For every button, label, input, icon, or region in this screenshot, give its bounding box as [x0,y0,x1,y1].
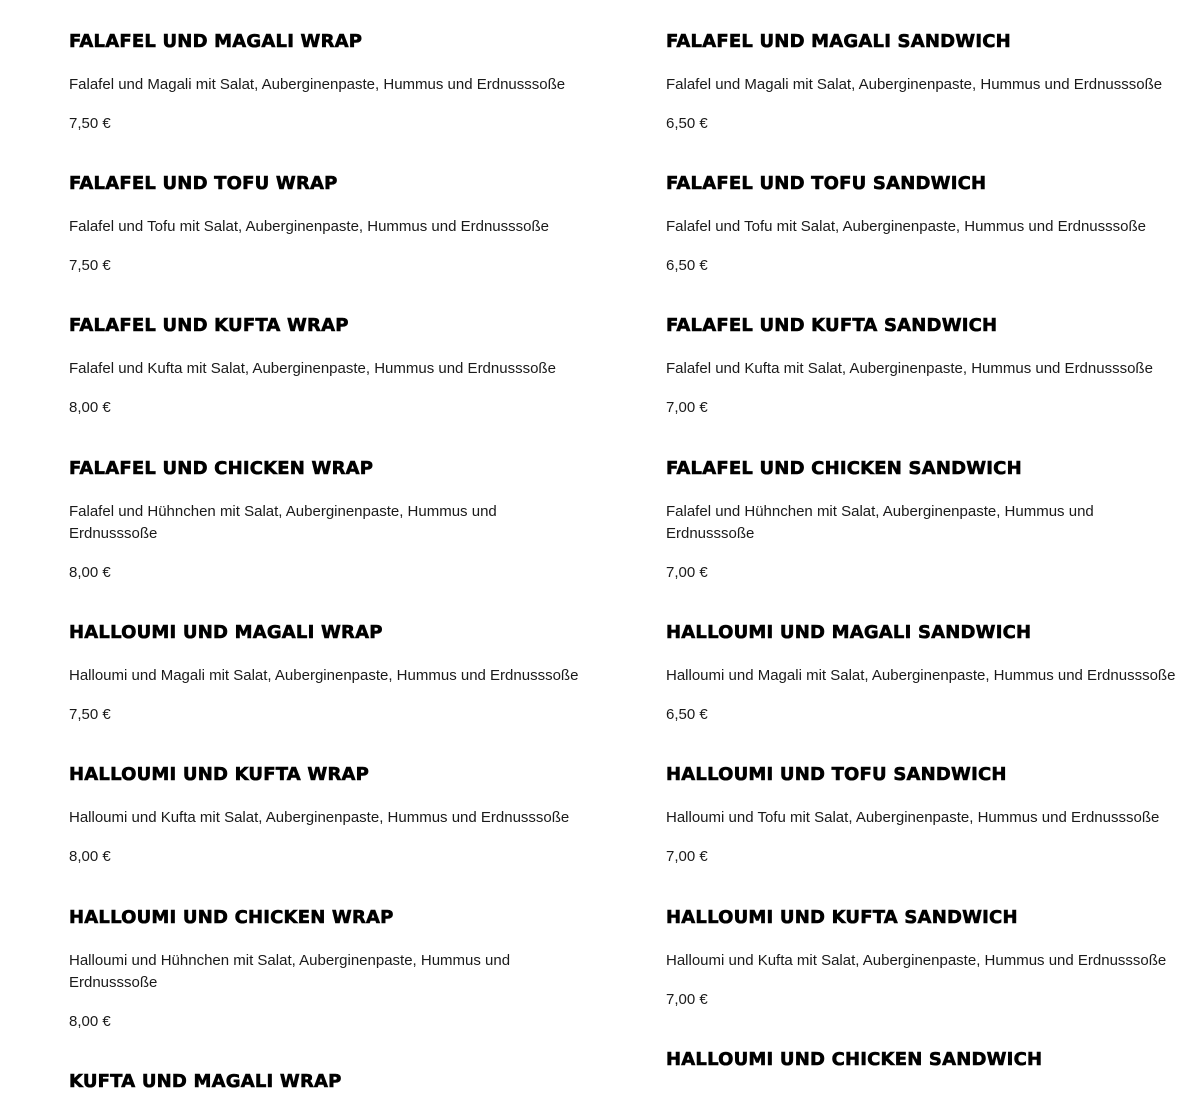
item-price: 6,50 € [666,257,708,274]
item-name: HALLOUMI UND MAGALI SANDWICH [666,622,1032,643]
item-name: FALAFEL UND KUFTA WRAP [69,315,349,336]
item-name: FALAFEL UND CHICKEN SANDWICH [666,458,1022,479]
item-price: 8,00 € [69,848,111,865]
item-name: HALLOUMI UND CHICKEN SANDWICH [666,1049,1043,1070]
menu-item[interactable] [666,174,1146,276]
menu-item[interactable] [69,174,549,276]
menu-item[interactable] [69,908,529,1032]
item-price: 6,50 € [666,115,708,132]
menu-item[interactable] [69,316,556,418]
item-price: 7,00 € [666,564,708,581]
menu-item[interactable] [69,459,519,583]
item-description: Falafel und Magali mit Salat, Auberginenpaste, Hummus und Erdnusssoße [69,76,566,93]
item-description: Halloumi und Tofu mit Salat, Auberginenpaste, Hummus und Erdnusssoße [666,809,1160,826]
item-description: Halloumi und Kufta mit Salat, Auberginenpaste, Hummus und Erdnusssoße [666,952,1167,969]
item-name: FALAFEL UND TOFU SANDWICH [666,173,987,194]
item-name: HALLOUMI UND TOFU SANDWICH [666,764,1007,785]
item-name: FALAFEL UND KUFTA SANDWICH [666,315,998,336]
item-name: FALAFEL UND MAGALI WRAP [69,31,363,52]
item-description: Falafel und Magali mit Salat, Auberginenpaste, Hummus und Erdnusssoße [666,76,1163,93]
menu-item[interactable] [666,32,1162,134]
item-price: 8,00 € [69,564,111,581]
item-description: Falafel und Tofu mit Salat, Auberginenpaste, Hummus und Erdnusssoße [69,218,549,235]
item-price: 7,50 € [69,115,111,132]
menu-item[interactable] [666,908,1166,1010]
item-name: FALAFEL UND MAGALI SANDWICH [666,31,1011,52]
item-name: FALAFEL UND TOFU WRAP [69,173,338,194]
menu-item[interactable] [69,1072,342,1092]
item-name: HALLOUMI UND KUFTA WRAP [69,764,370,785]
menu-item[interactable] [666,765,1159,867]
item-price: 7,50 € [69,706,111,723]
menu-item[interactable] [69,623,578,725]
item-price: 8,00 € [69,399,111,416]
menu-item[interactable] [69,32,565,134]
item-price: 7,00 € [666,848,708,865]
item-description: Halloumi und Hühnchen mit Salat, Auberginenpaste, Hummus und Erdnusssoße [69,952,511,991]
item-name: HALLOUMI UND KUFTA SANDWICH [666,907,1018,928]
menu-item[interactable] [666,459,1116,583]
item-description: Halloumi und Kufta mit Salat, Auberginenpaste, Hummus und Erdnusssoße [69,809,570,826]
item-price: 7,00 € [666,399,708,416]
menu-item[interactable] [69,765,569,867]
item-price: 8,00 € [69,1013,111,1030]
menu-item[interactable] [666,1050,1042,1070]
menu-item[interactable] [666,316,1153,418]
item-description: Halloumi und Magali mit Salat, Auberginenpaste, Hummus und Erdnusssoße [69,667,579,684]
item-price: 7,00 € [666,991,708,1008]
item-description: Halloumi und Magali mit Salat, Auberginenpaste, Hummus und Erdnusssoße [666,667,1176,684]
item-description: Falafel und Kufta mit Salat, Auberginenpaste, Hummus und Erdnusssoße [69,360,556,377]
item-price: 6,50 € [666,706,708,723]
item-description: Falafel und Hühnchen mit Salat, Auberginenpaste, Hummus und Erdnusssoße [69,503,497,542]
item-description: Falafel und Tofu mit Salat, Auberginenpaste, Hummus und Erdnusssoße [666,218,1146,235]
item-description: Falafel und Hühnchen mit Salat, Auberginenpaste, Hummus und Erdnusssoße [666,503,1094,542]
item-price: 7,50 € [69,257,111,274]
item-name: HALLOUMI UND CHICKEN WRAP [69,907,394,928]
item-name: FALAFEL UND CHICKEN WRAP [69,458,374,479]
item-name: KUFTA UND MAGALI WRAP [69,1071,342,1092]
item-description: Falafel und Kufta mit Salat, Auberginenpaste, Hummus und Erdnusssoße [666,360,1153,377]
menu-item[interactable] [666,623,1175,725]
item-name: HALLOUMI UND MAGALI WRAP [69,622,383,643]
